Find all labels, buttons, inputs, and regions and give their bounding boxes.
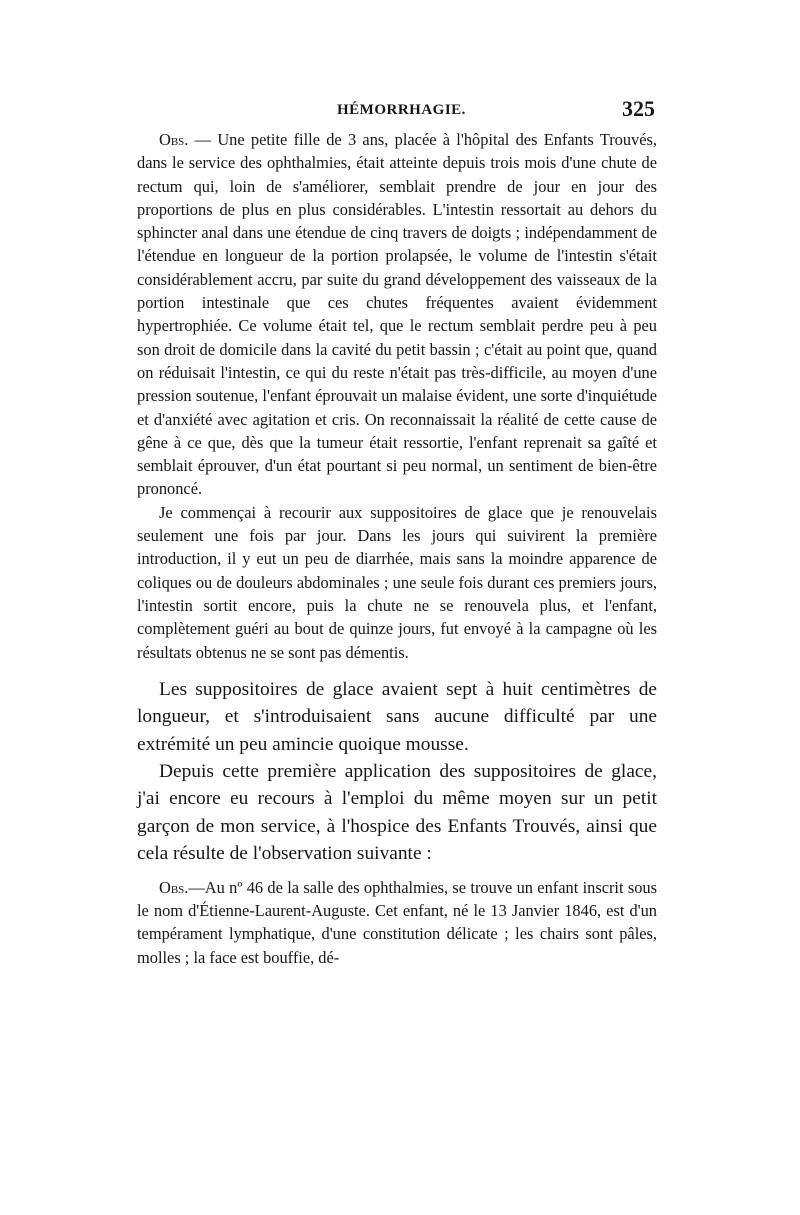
observation-paragraph-1 [137,128,657,501]
book-page [137,96,657,969]
treatment-paragraph: Je commençai à recourir aux suppositoires de glace que je renouvelais seulement une fois par jour. Dans les jours qui suivirent la première introduction, il y eut un peu de diarrhée, mais sans la moindre apparence de coliques ou de douleurs abdominales ; une seule fois durant ces premiers jours, l'intestin sortit encore, puis la chute ne se renouvela plus, et l'enfant, complètement guéri au bout de quinze jours, fut envoyé à la campagne où les résultats obtenus ne se sont pas démentis. [137,502,657,662]
page-header [137,96,657,128]
observation-text-2: —Au nº 46 de la salle des ophthalmies, se trouve un enfant inscrit sous le nom d'Étienne-Laurent-Auguste. Cet enfant, né le 13 Janvier 1846, est d'un tempérament lymphatique, d'une constitution délicate ; les chairs sont pâles, molles ; la face est bouffie, dé- [137,877,657,967]
observation-text-1: — Une petite fille de 3 ans, placée à l'hôpital des Enfants Trouvés, dans le service des ophthalmies, était atteinte depuis trois mois d'une chute de rectum qui, loin de s'améliorer, semblait prendre de jour en jour des proportions de plus en plus considérables. L'intestin ressortait au dehors du sphincter anal dans une étendue de cinq travers de doigts ; indépendamment de l'étendue en longueur de la portion prolapsée, le volume de l'intestin s'était considérablement accru, par suite du grand développement des vaisseaux de la portion intestinale que ces chutes fréquentes avaient évidemment hypertrophiée. Ce volume était tel, que le rectum semblait perdre peu à peu son droit de domicile dans la cavité du petit bassin ; c'était au point que, quand on réduisait l'intestin, ce qui du reste n'était pas très-difficile, au moyen d'une pression soutenue, l'enfant éprouvait un malaise évident, une sorte d'inquiétude et d'anxiété avec agitation et cris. On reconnaissait la réalité de cette cause de gêne à ce que, dès que la tumeur était ressortie, l'enfant reprenait sa gaîté et semblait éprouver, d'un état pourtant si peu normal, un sentiment de bien-être prononcé. [137,130,657,499]
second-application-paragraph: Depuis cette première application des suppositoires de glace, j'ai encore eu recours à l'emploi du même moyen sur un petit garçon de mon service, à l'hospice des Enfants Trouvés, ainsi que cela résulte de l'observation suivante : [137,761,657,865]
obs-label: Obs. [159,877,189,897]
obs-label: Obs. [159,130,189,149]
page-number: 325 [622,96,655,121]
running-title: HÉMORRHAGIE. [337,102,466,118]
observation-paragraph-2 [137,876,657,969]
suppository-description-paragraph: Les suppositoires de glace avaient sept à huit centimètres de longueur, et s'introduisaient sans aucune difficulté par une extrémité un peu amincie quoique mousse. [137,678,657,755]
